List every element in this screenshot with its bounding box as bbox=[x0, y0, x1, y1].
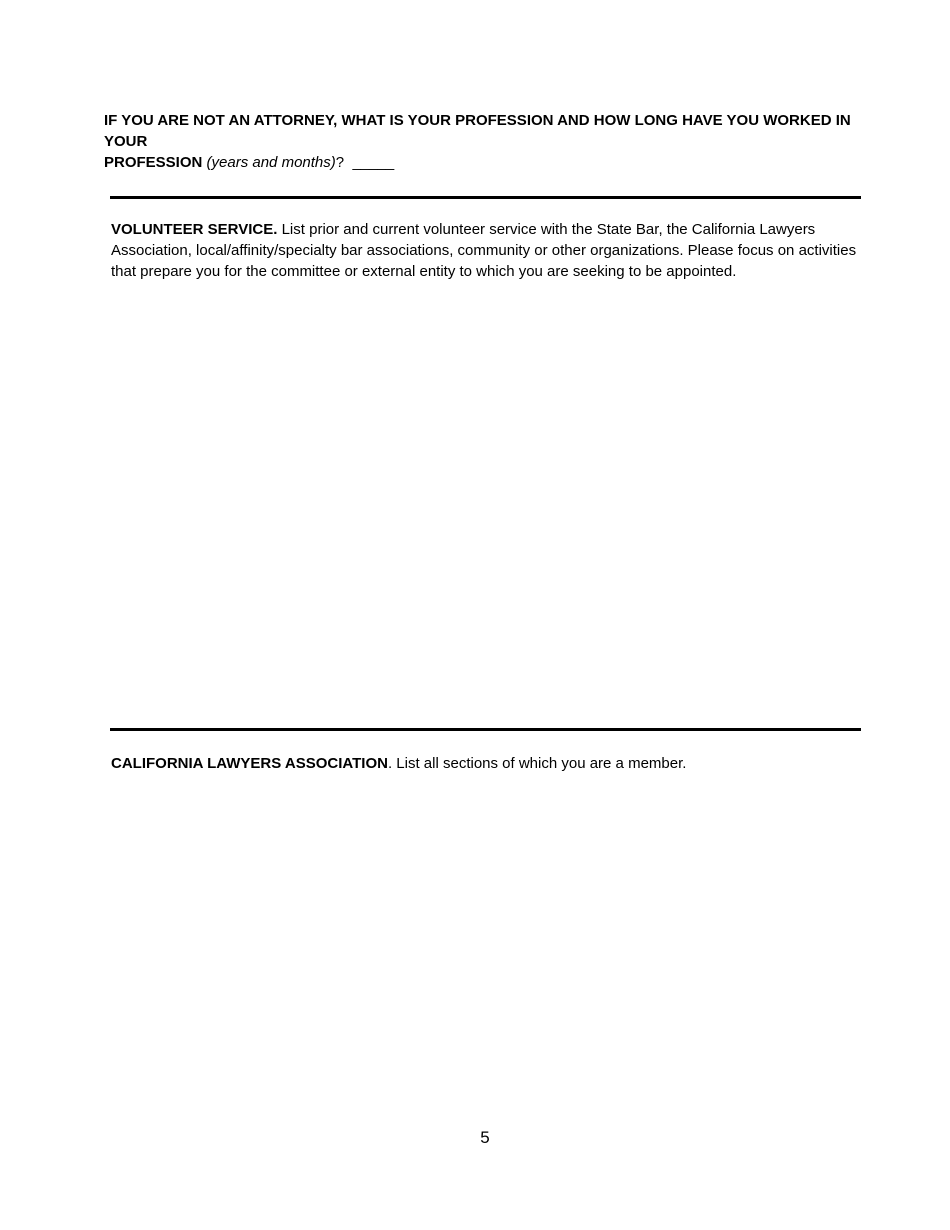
cla-instructions: . List all sections of which you are a member. bbox=[387, 755, 687, 772]
profession-answer-blank[interactable]: _____ bbox=[352, 154, 395, 171]
cla-section bbox=[111, 753, 871, 774]
profession-question-suffix: ? bbox=[335, 154, 345, 171]
profession-question-label-line2: PROFESSION bbox=[104, 154, 203, 171]
profession-question-label-line1: IF YOU ARE NOT AN ATTORNEY, WHAT IS YOUR PROFESSION AND HOW LONG HAVE YOU WORKED IN YOUR bbox=[104, 112, 851, 150]
volunteer-service-instructions: List prior and current volunteer service with the State Bar, the California Lawyers Association, local/affinity/specialty bar associations, community or other organizations. Please focus on activities that prepare you for the committee or external entity to which you are seeking to be appointed. bbox=[111, 221, 857, 280]
cla-heading: CALIFORNIA LAWYERS ASSOCIATION bbox=[111, 755, 388, 772]
profession-question bbox=[104, 110, 894, 173]
section-divider-top bbox=[110, 196, 861, 199]
page-number: 5 bbox=[480, 1128, 490, 1147]
section-divider-bottom bbox=[110, 728, 861, 731]
cla-answer-area[interactable] bbox=[111, 782, 861, 1102]
volunteer-service-section bbox=[111, 219, 871, 282]
volunteer-service-heading: VOLUNTEER SERVICE. bbox=[111, 221, 278, 238]
volunteer-service-answer-area[interactable] bbox=[111, 288, 861, 718]
profession-question-hint: (years and months) bbox=[206, 154, 336, 171]
